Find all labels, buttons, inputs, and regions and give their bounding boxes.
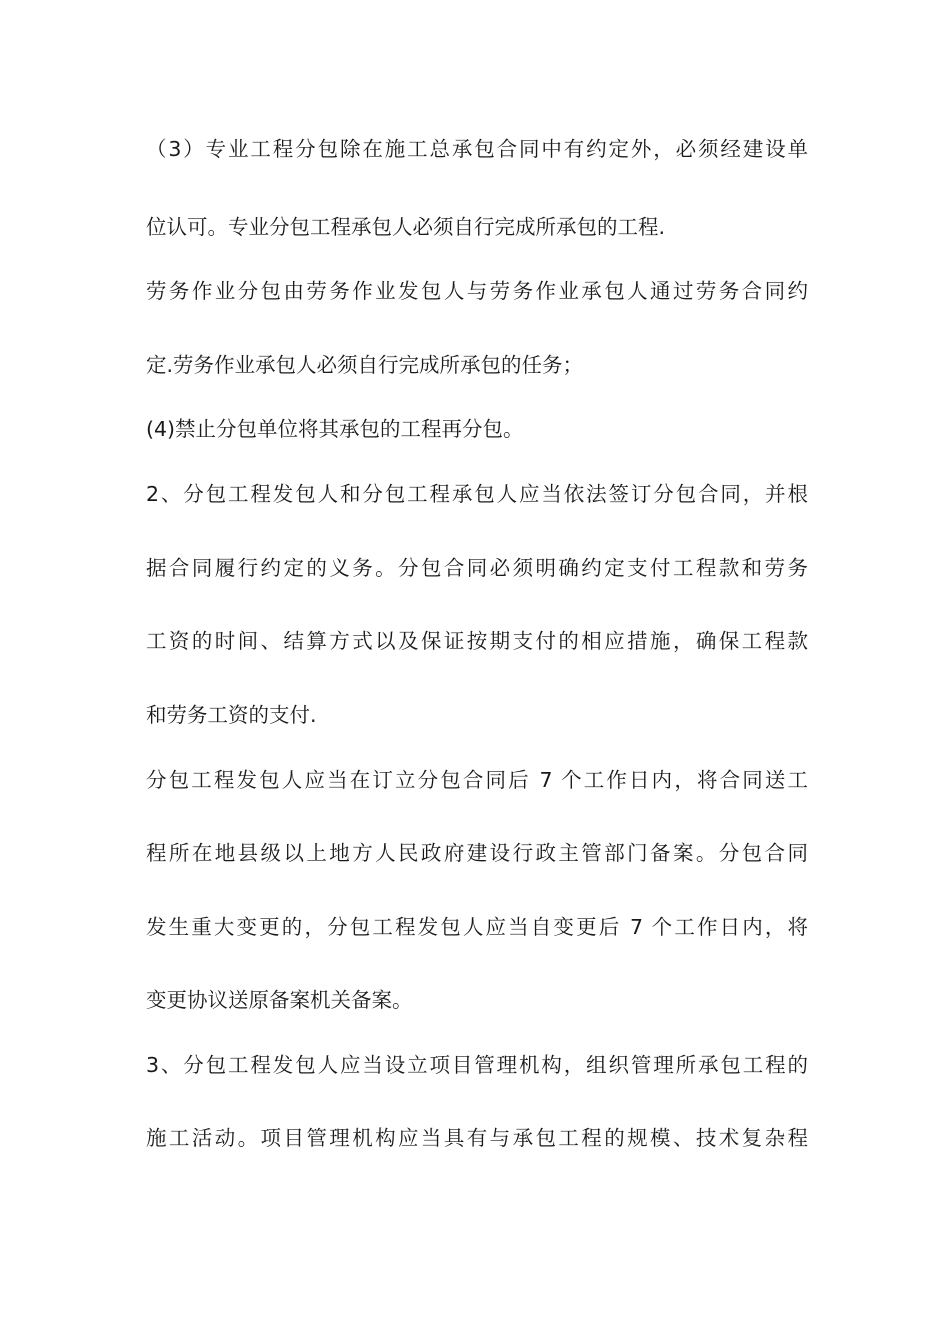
text-line: （3）专业工程分包除在施工总承包合同中有约定外，必须经建设单 — [146, 137, 808, 161]
text-line: 分包工程发包人应当在订立分包合同后 7 个工作日内，将合同送工 — [146, 768, 808, 792]
text-line: 工资的时间、结算方式以及保证按期支付的相应措施，确保工程款 — [146, 629, 808, 653]
text-line: 劳务作业分包由劳务作业发包人与劳务作业承包人通过劳务合同约 — [146, 279, 808, 303]
text-line: 程所在地县级以上地方人民政府建设行政主管部门备案。分包合同 — [146, 841, 808, 865]
text-line: 和劳务工资的支付. — [146, 703, 317, 727]
text-line: 2、分包工程发包人和分包工程承包人应当依法签订分包合同，并根 — [146, 482, 808, 506]
text-line: 变更协议送原备案机关备案。 — [146, 988, 413, 1012]
text-line: 位认可。专业分包工程承包人必须自行完成所承包的工程. — [146, 215, 666, 239]
text-line: 据合同履行约定的义务。分包合同必须明确约定支付工程款和劳务 — [146, 556, 808, 580]
text-line: 3、分包工程发包人应当设立项目管理机构，组织管理所承包工程的 — [146, 1053, 808, 1077]
text-line: 定.劳务作业承包人必须自行完成所承包的任务； — [146, 353, 584, 377]
text-line: 发生重大变更的，分包工程发包人应当自变更后 7 个工作日内，将 — [146, 915, 808, 939]
text-line: 施工活动。项目管理机构应当具有与承包工程的规模、技术复杂程 — [146, 1126, 808, 1150]
text-line: (4)禁止分包单位将其承包的工程再分包。 — [146, 417, 524, 441]
